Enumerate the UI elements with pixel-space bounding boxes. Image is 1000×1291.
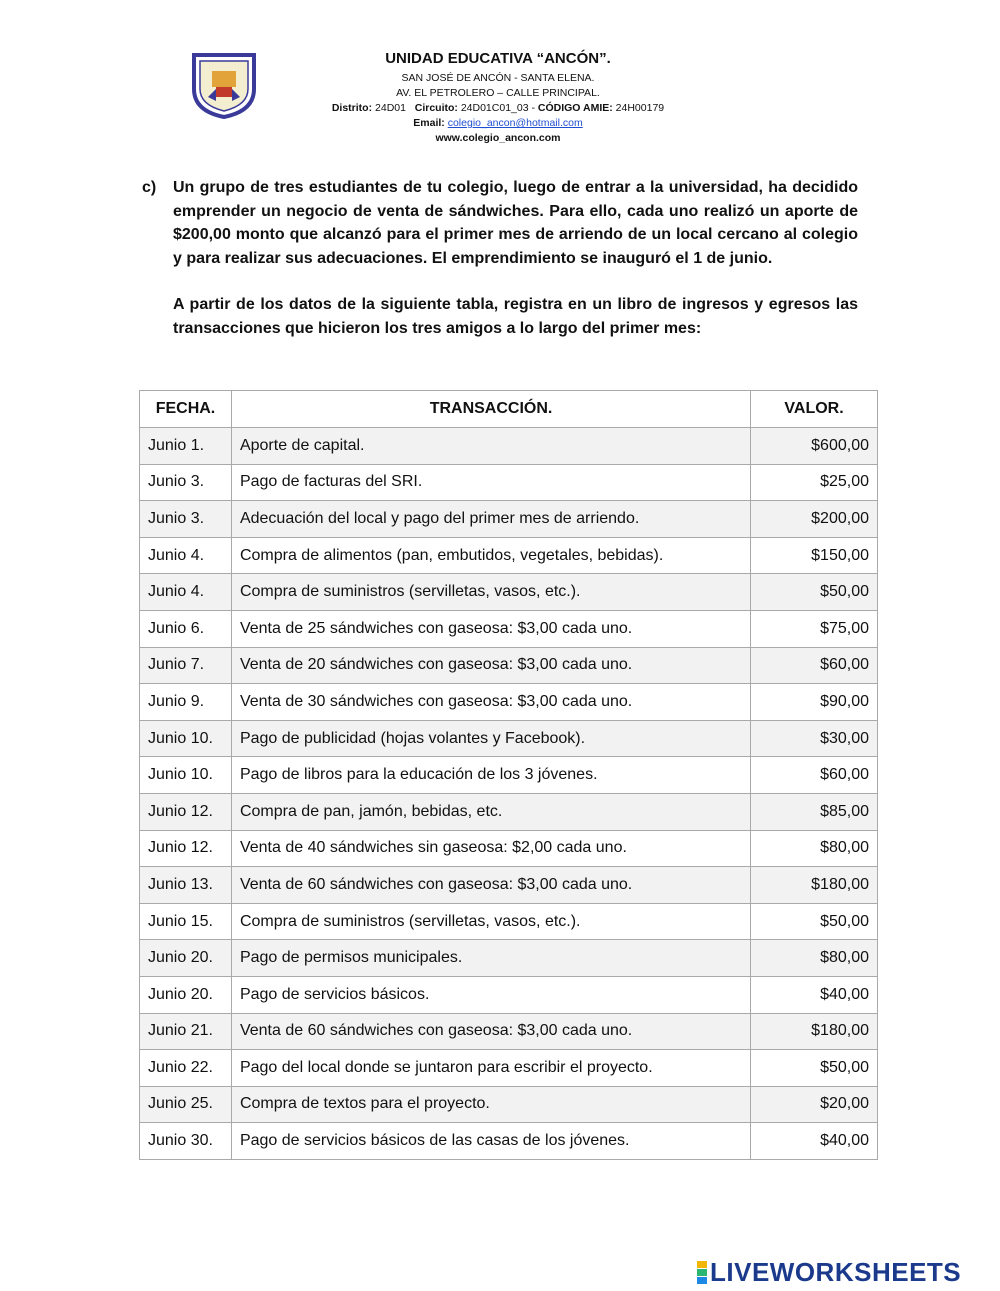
amie-label: CÓDIGO AMIE: [537, 102, 613, 114]
table-row [140, 1013, 878, 1050]
email-link[interactable]: colegio_ancon@hotmail.com [447, 117, 583, 129]
distrito-label: Distrito: [331, 102, 373, 114]
cell-transaccion: Venta de 60 sándwiches con gaseosa: $3,00 cada uno. [231, 1013, 750, 1050]
website: www.colegio_ancon.com [435, 132, 561, 144]
district-line [288, 101, 708, 116]
table-header-row [140, 391, 878, 428]
address-line-1: SAN JOSÉ DE ANCÓN - SANTA ELENA. [401, 72, 595, 84]
cell-transaccion: Adecuación del local y pago del primer mes de arriendo. [231, 501, 750, 538]
cell-transaccion: Venta de 60 sándwiches con gaseosa: $3,00 cada uno. [231, 867, 750, 904]
cell-transaccion: Venta de 30 sándwiches con gaseosa: $3,00 cada uno. [231, 684, 750, 721]
cell-valor: $50,00 [751, 903, 878, 940]
table-row [140, 684, 878, 721]
cell-valor: $25,00 [751, 464, 878, 501]
table-row [140, 501, 878, 538]
cell-transaccion: Pago de servicios básicos de las casas de los jóvenes. [231, 1123, 750, 1160]
distrito-value: 24D01 [375, 102, 406, 114]
cell-fecha: Junio 25. [140, 1086, 232, 1123]
cell-valor: $200,00 [751, 501, 878, 538]
transactions-table [139, 390, 878, 1160]
cell-fecha: Junio 20. [140, 976, 232, 1013]
table-row [140, 867, 878, 904]
school-header [288, 50, 708, 146]
liveworksheets-watermark [697, 1258, 961, 1286]
cell-transaccion: Pago de permisos municipales. [231, 940, 750, 977]
cell-fecha: Junio 4. [140, 574, 232, 611]
table-row [140, 793, 878, 830]
cell-transaccion: Pago de servicios básicos. [231, 976, 750, 1013]
table-row [140, 647, 878, 684]
table-row [140, 537, 878, 574]
cell-fecha: Junio 10. [140, 720, 232, 757]
cell-transaccion: Aporte de capital. [231, 428, 750, 465]
cell-fecha: Junio 20. [140, 940, 232, 977]
table-row [140, 1050, 878, 1087]
header-fecha: FECHA. [140, 391, 232, 428]
cell-fecha: Junio 3. [140, 464, 232, 501]
cell-transaccion: Compra de pan, jamón, bebidas, etc. [231, 793, 750, 830]
cell-fecha: Junio 10. [140, 757, 232, 794]
cell-valor: $60,00 [751, 757, 878, 794]
watermark-block [697, 1277, 707, 1284]
cell-fecha: Junio 22. [140, 1050, 232, 1087]
cell-transaccion: Pago del local donde se juntaron para escribir el proyecto. [231, 1050, 750, 1087]
watermark-block [697, 1269, 707, 1276]
cell-transaccion: Venta de 20 sándwiches con gaseosa: $3,00 cada uno. [231, 647, 750, 684]
table-row [140, 1086, 878, 1123]
question-paragraph-1: Un grupo de tres estudiantes de tu colegio, luego de entrar a la universidad, ha decidido emprender un negocio de venta de sándwiches. Para ello, cada uno realizó un aporte de $200,00 monto que alcanzó para el primer mes de arriendo de un local cercano al colegio y para realizar sus adecuaciones. El emprendimiento se inauguró el 1 de junio. [173, 179, 858, 267]
amie-value: 24H00179 [615, 102, 665, 114]
cell-transaccion: Compra de suministros (servilletas, vasos, etc.). [231, 903, 750, 940]
school-name: UNIDAD EDUCATIVA “ANCÓN”. [385, 50, 611, 67]
school-logo [190, 49, 258, 119]
table-row [140, 830, 878, 867]
table-row [140, 940, 878, 977]
cell-valor: $50,00 [751, 574, 878, 611]
cell-fecha: Junio 9. [140, 684, 232, 721]
table-row [140, 757, 878, 794]
table-row [140, 464, 878, 501]
table-row [140, 428, 878, 465]
cell-fecha: Junio 12. [140, 793, 232, 830]
table-row [140, 1123, 878, 1160]
address-line-2: AV. EL PETROLERO – CALLE PRINCIPAL. [396, 87, 600, 99]
cell-transaccion: Venta de 25 sándwiches con gaseosa: $3,00 cada uno. [231, 610, 750, 647]
cell-valor: $80,00 [751, 830, 878, 867]
cell-fecha: Junio 12. [140, 830, 232, 867]
cell-fecha: Junio 6. [140, 610, 232, 647]
watermark-text: LIVEWORKSHEETS [710, 1256, 962, 1287]
cell-valor: $40,00 [751, 976, 878, 1013]
table-row [140, 610, 878, 647]
cell-fecha: Junio 4. [140, 537, 232, 574]
cell-transaccion: Pago de publicidad (hojas volantes y Facebook). [231, 720, 750, 757]
cell-valor: $90,00 [751, 684, 878, 721]
header-transaccion: TRANSACCIÓN. [231, 391, 750, 428]
question-letter: c) [142, 179, 157, 196]
cell-fecha: Junio 1. [140, 428, 232, 465]
cell-transaccion: Compra de suministros (servilletas, vasos, etc.). [231, 574, 750, 611]
cell-fecha: Junio 15. [140, 903, 232, 940]
table-row [140, 574, 878, 611]
cell-valor: $40,00 [751, 1123, 878, 1160]
email-line [288, 116, 708, 131]
cell-valor: $80,00 [751, 940, 878, 977]
cell-valor: $60,00 [751, 647, 878, 684]
cell-transaccion: Compra de alimentos (pan, embutidos, vegetales, bebidas). [231, 537, 750, 574]
cell-fecha: Junio 30. [140, 1123, 232, 1160]
cell-valor: $50,00 [751, 1050, 878, 1087]
question-paragraph-2: A partir de los datos de la siguiente tabla, registra en un libro de ingresos y egresos las transacciones que hicieron los tres amigos a lo largo del primer mes: [173, 296, 858, 337]
watermark-block [697, 1261, 707, 1268]
table-row [140, 976, 878, 1013]
cell-valor: $30,00 [751, 720, 878, 757]
circuito-label: Circuito: [414, 102, 458, 114]
cell-transaccion: Venta de 40 sándwiches sin gaseosa: $2,00 cada uno. [231, 830, 750, 867]
cell-fecha: Junio 13. [140, 867, 232, 904]
cell-fecha: Junio 3. [140, 501, 232, 538]
cell-valor: $180,00 [751, 867, 878, 904]
cell-valor: $150,00 [751, 537, 878, 574]
cell-transaccion: Pago de facturas del SRI. [231, 464, 750, 501]
cell-transaccion: Compra de textos para el proyecto. [231, 1086, 750, 1123]
question-c [140, 176, 858, 340]
cell-valor: $85,00 [751, 793, 878, 830]
table-row [140, 720, 878, 757]
email-label: Email: [413, 117, 445, 129]
cell-valor: $20,00 [751, 1086, 878, 1123]
cell-valor: $180,00 [751, 1013, 878, 1050]
cell-fecha: Junio 7. [140, 647, 232, 684]
header-valor: VALOR. [751, 391, 878, 428]
cell-transaccion: Pago de libros para la educación de los 3 jóvenes. [231, 757, 750, 794]
cell-valor: $75,00 [751, 610, 878, 647]
cell-fecha: Junio 21. [140, 1013, 232, 1050]
circuito-value: 24D01C01_03 - [460, 102, 535, 114]
table-row [140, 903, 878, 940]
watermark-logo-blocks [697, 1261, 707, 1284]
cell-valor: $600,00 [751, 428, 878, 465]
